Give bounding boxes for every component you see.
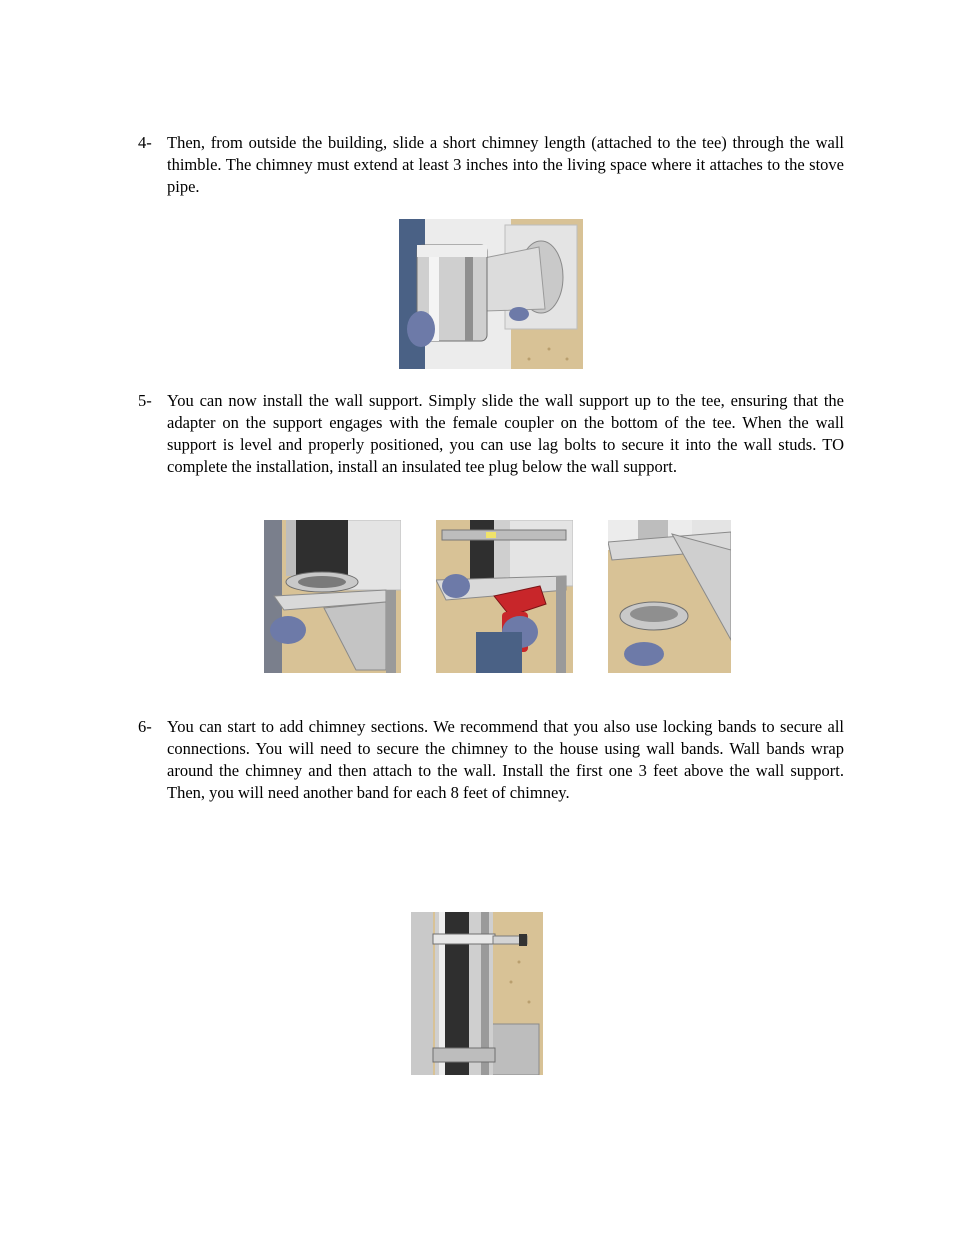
step-6-number: 6-: [138, 717, 152, 736]
photo-chimney-sections: [411, 912, 543, 1075]
photo-tee-plug: [608, 520, 731, 673]
step-5-text: You can now install the wall support. Simply slide the wall support up to the tee, ensuring that the adapter on the support engages with the female coupler on the bottom of the tee. When the wall support is level and properly positioned, you can use lag bolts to secure it into the wall studs. TO complete the installation, install an insulated tee plug below the wall support.: [167, 391, 844, 476]
step-4: [138, 132, 844, 198]
photo-wall-support-slide: [264, 520, 401, 673]
photo-chimney-through-thimble: [399, 219, 583, 369]
step-6-text: You can start to add chimney sections. We recommend that you also use locking bands to secure all connections. You will need to secure the chimney to the house using wall bands. Wall bands wrap around the chimney and then attach to the wall. Install the first one 3 feet above the wall support. Then, you will need another band for each 8 feet of chimney.: [167, 717, 844, 802]
step-5-number: 5-: [138, 391, 152, 410]
step-4-number: 4-: [138, 133, 152, 152]
photo-wall-support-level: [436, 520, 573, 673]
step-6: [138, 716, 844, 804]
step-4-text: Then, from outside the building, slide a short chimney length (attached to the tee) through the wall thimble. The chimney must extend at least 3 inches into the living space where it attaches to the stove pipe.: [167, 133, 844, 196]
step-5: [138, 390, 844, 478]
